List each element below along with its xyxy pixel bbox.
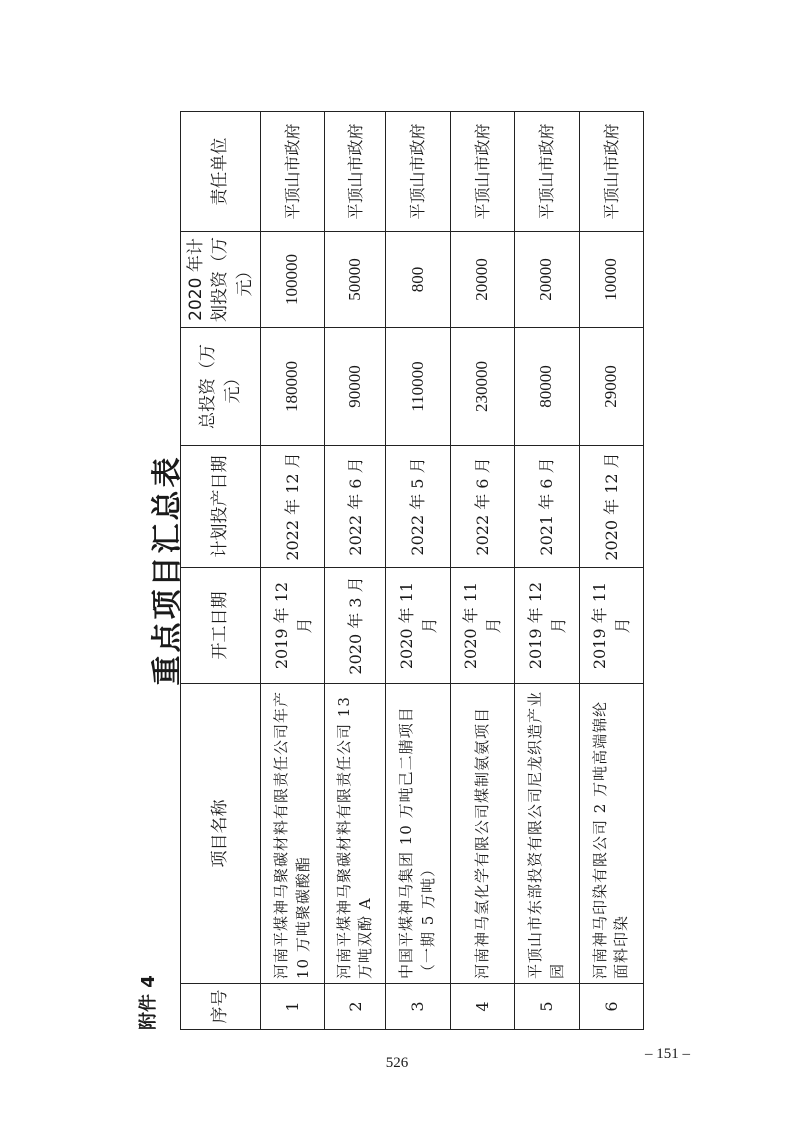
- table-row: [261, 112, 325, 1030]
- cell-plan: 10000: [579, 232, 643, 328]
- cell-seq: 6: [579, 984, 643, 1030]
- cell-total: 230000: [450, 328, 514, 446]
- cell-total: 110000: [386, 328, 450, 446]
- cell-production: 2022 年 5 月: [386, 446, 450, 568]
- cell-production: 2022 年 6 月: [450, 446, 514, 568]
- cell-unit: 平顶山市政府: [261, 112, 325, 232]
- table-row: [386, 112, 450, 1030]
- cell-unit: 平顶山市政府: [515, 112, 579, 232]
- header-seq: 序号: [181, 984, 261, 1030]
- cell-plan: 50000: [325, 232, 386, 328]
- header-production: 计划投产日期: [181, 446, 261, 568]
- cell-unit: 平顶山市政府: [386, 112, 450, 232]
- cell-plan: 100000: [261, 232, 325, 328]
- page-number: 526: [385, 1055, 409, 1071]
- cell-start: 2019 年 12 月: [515, 568, 579, 684]
- cell-total: 90000: [325, 328, 386, 446]
- cell-name: 河南神马氢化学有限公司煤制氨氨项目: [450, 684, 514, 984]
- cell-total: 29000: [579, 328, 643, 446]
- cell-name: 中国平煤神马集团 10 万吨己二腈项目（一期 5 万吨）: [386, 684, 450, 984]
- cell-start: 2020 年 11 月: [386, 568, 450, 684]
- cell-start: 2020 年 11 月: [450, 568, 514, 684]
- header-plan: 2020 年计划投资（万元）: [181, 232, 261, 328]
- cell-production: 2020 年 12 月: [579, 446, 643, 568]
- rotated-page-content: [134, 90, 694, 1030]
- cell-total: 180000: [261, 328, 325, 446]
- cell-name: 河南平煤神马聚碳材料有限责任公司 13 万吨双酚 A: [325, 684, 386, 984]
- cell-production: 2022 年 6 月: [325, 446, 386, 568]
- cell-start: 2019 年 12 月: [261, 568, 325, 684]
- table-row: [515, 112, 579, 1030]
- attachment-label: 附件 4: [138, 975, 159, 1030]
- cell-seq: 5: [515, 984, 579, 1030]
- header-name: 项目名称: [181, 684, 261, 984]
- cell-seq: 1: [261, 984, 325, 1030]
- page-tag: – 151 –: [645, 1046, 690, 1062]
- cell-plan: 20000: [450, 232, 514, 328]
- cell-total: 80000: [515, 328, 579, 446]
- table-row: [325, 112, 386, 1030]
- cell-production: 2022 年 12 月: [261, 446, 325, 568]
- page-title: 重点项目汇总表: [150, 454, 185, 686]
- cell-seq: 3: [386, 984, 450, 1030]
- table-header-row: [181, 112, 261, 1030]
- cell-seq: 2: [325, 984, 386, 1030]
- cell-name: 河南平煤神马聚碳材料有限责任公司年产 10 万吨聚碳酸酯: [261, 684, 325, 984]
- cell-seq: 4: [450, 984, 514, 1030]
- table-row: [450, 112, 514, 1030]
- cell-name: 河南神马印染有限公司 2 万吨高端锦纶面料印染: [579, 684, 643, 984]
- table-row: [579, 112, 643, 1030]
- header-total: 总投资（万元）: [181, 328, 261, 446]
- cell-production: 2021 年 6 月: [515, 446, 579, 568]
- cell-start: 2019 年 11 月: [579, 568, 643, 684]
- cell-unit: 平顶山市政府: [450, 112, 514, 232]
- project-summary-table: [180, 111, 644, 1030]
- cell-unit: 平顶山市政府: [325, 112, 386, 232]
- cell-start: 2020 年 3 月: [325, 568, 386, 684]
- cell-plan: 20000: [515, 232, 579, 328]
- header-unit: 责任单位: [181, 112, 261, 232]
- header-start: 开工日期: [181, 568, 261, 684]
- cell-unit: 平顶山市政府: [579, 112, 643, 232]
- cell-plan: 800: [386, 232, 450, 328]
- cell-name: 平顶山市东部投资有限公司尼龙织造产业园: [515, 684, 579, 984]
